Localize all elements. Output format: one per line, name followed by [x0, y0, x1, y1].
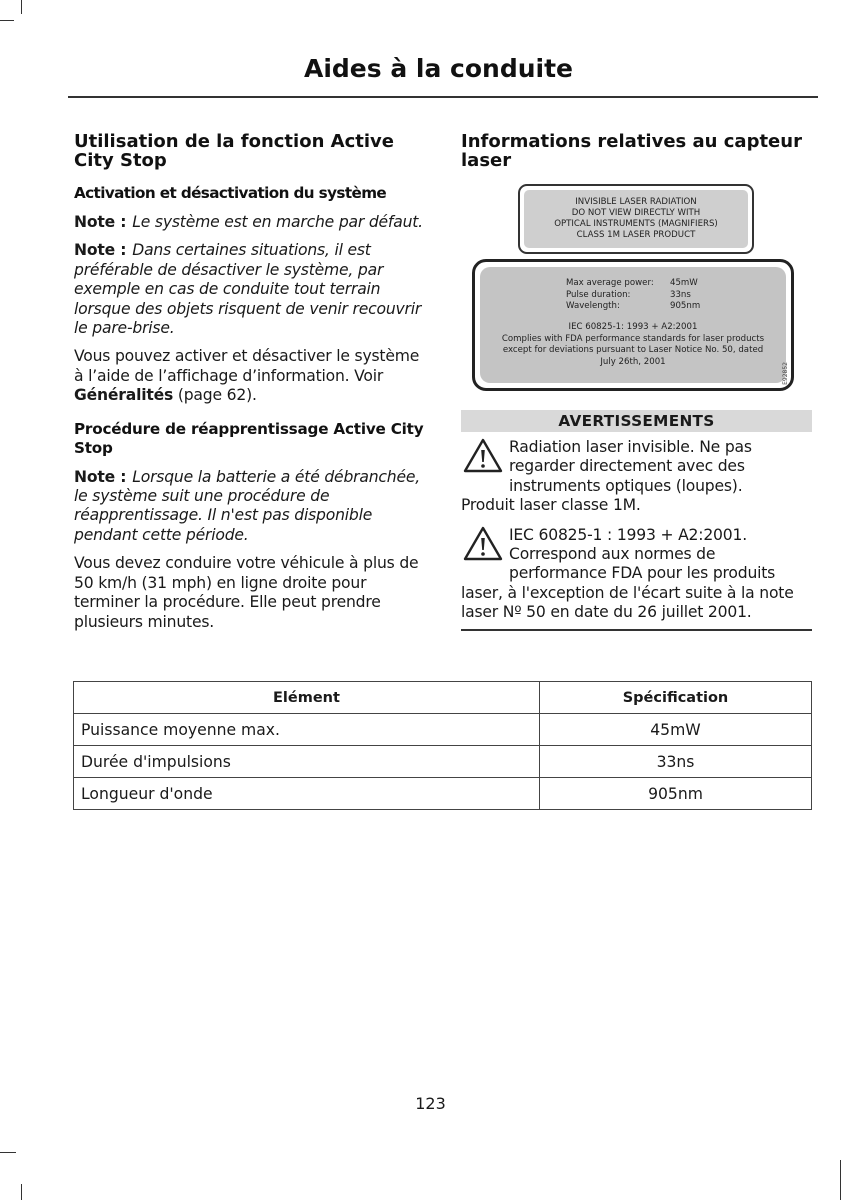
- label-line: Complies with FDA performance standards for laser products: [501, 333, 765, 344]
- label-line: July 26th, 2001: [600, 356, 666, 367]
- header-divider: [68, 96, 818, 98]
- left-column: [74, 132, 426, 641]
- warning-text-continued: laser, à l'exception de l'écart suite à la note laser Nº 50 en date du 26 juillet 2001.: [461, 583, 794, 622]
- paragraph-text: Vous pouvez activer et désactiver le système à l’aide de l’affichage d’information. Voir: [74, 347, 420, 385]
- note-default: [74, 213, 426, 232]
- warnings-header: AVERTISSEMENTS: [461, 410, 812, 432]
- table-row: [74, 778, 812, 810]
- table-row: [74, 746, 812, 778]
- crop-mark: [840, 1160, 841, 1200]
- warning-item: [461, 526, 812, 623]
- section-heading: Informations relatives au capteur laser: [461, 131, 802, 171]
- note-label: Note :: [74, 213, 127, 231]
- laser-spec-table: [73, 681, 812, 810]
- label-line: INVISIBLE LASER RADIATION: [575, 197, 697, 207]
- label-compliance-text: [480, 322, 786, 368]
- note-battery: [74, 468, 426, 546]
- page-number: 123: [415, 1094, 446, 1113]
- crop-mark: [0, 1152, 16, 1153]
- note-offroad: [74, 241, 426, 338]
- note-text: Le système est en marche par défaut.: [132, 213, 423, 231]
- table-row: [74, 714, 812, 746]
- page-reference: (page 62).: [173, 386, 257, 405]
- figure-code: E92852: [782, 362, 789, 385]
- label-plate-bottom: [472, 259, 794, 391]
- warning-item: [461, 438, 812, 516]
- label-line: OPTICAL INSTRUMENTS (MAGNIFIERS): [554, 219, 718, 229]
- subheading-relearn: Procédure de réapprentissage Active City Stop: [74, 419, 424, 457]
- warning-triangle-icon: [463, 438, 503, 474]
- warning-text: IEC 60825-1 : 1993 + A2:2001. Correspond aux normes de performance FDA pour les produits: [509, 525, 776, 583]
- label-line: IEC 60825-1: 1993 + A2:2001: [568, 322, 698, 332]
- table-cell: 33ns: [540, 746, 812, 778]
- warning-text: Radiation laser invisible. Ne pas regarder directement avec des instruments optiques (loupes).: [509, 438, 752, 495]
- note-text: Lorsque la batterie a été débranchée, le système suit une procédure de réapprentissage. Il n'est pas disponible pendant cette période.: [74, 467, 420, 544]
- label-line: CLASS 1M LASER PRODUCT: [576, 230, 696, 240]
- column-header: Spécification: [540, 682, 812, 714]
- note-label: Note :: [74, 467, 127, 486]
- paragraph-speed: Vous devez conduire votre véhicule à plus de 50 km/h (31 mph) en ligne droite pour terminer la procédure. Elle peut prendre plusieurs minutes.: [74, 554, 419, 631]
- label-plate-top: [518, 184, 754, 254]
- table-cell: 905nm: [540, 778, 812, 810]
- table-header-row: [74, 682, 812, 714]
- cross-reference-link[interactable]: Généralités: [74, 386, 174, 405]
- table-cell: Puissance moyenne max.: [74, 714, 540, 746]
- table-cell: Longueur d'onde: [74, 778, 540, 810]
- note-text: Dans certaines situations, il est préférable de désactiver le système, par exemple en cas de conduite tout terrain lorsque des objets risquent de venir recouvrir le pare-brise.: [74, 241, 422, 338]
- crop-mark: [21, 1184, 22, 1200]
- label-spec-list: [566, 278, 726, 313]
- label-line: DO NOT VIEW DIRECTLY WITH: [571, 208, 701, 218]
- section-heading: Utilisation de la fonction Active City Stop: [74, 131, 394, 171]
- column-header: Elément: [74, 682, 540, 714]
- crop-mark: [21, 0, 22, 14]
- table-cell: 45mW: [540, 714, 812, 746]
- page-title: Aides à la conduite: [303, 54, 573, 83]
- label-spec-row: Pulse duration: 33ns: [566, 289, 691, 300]
- table-cell: Durée d'impulsions: [74, 746, 540, 778]
- laser-warning-label-image: [472, 184, 792, 392]
- warning-text-continued: Produit laser classe 1M.: [461, 496, 641, 515]
- crop-mark: [0, 20, 14, 21]
- subheading-activation: Activation et désactivation du système: [74, 184, 387, 202]
- note-label: Note :: [74, 241, 127, 260]
- label-spec-row: Max average power: 45mW: [566, 278, 698, 288]
- warnings-end-divider: [461, 629, 812, 631]
- right-column: [461, 132, 812, 631]
- label-line: except for deviations pursuant to Laser Notice No. 50, dated: [502, 345, 764, 355]
- label-spec-row: Wavelength: 905nm: [566, 301, 701, 311]
- warning-triangle-icon: [463, 526, 503, 562]
- paragraph-display: [74, 347, 426, 405]
